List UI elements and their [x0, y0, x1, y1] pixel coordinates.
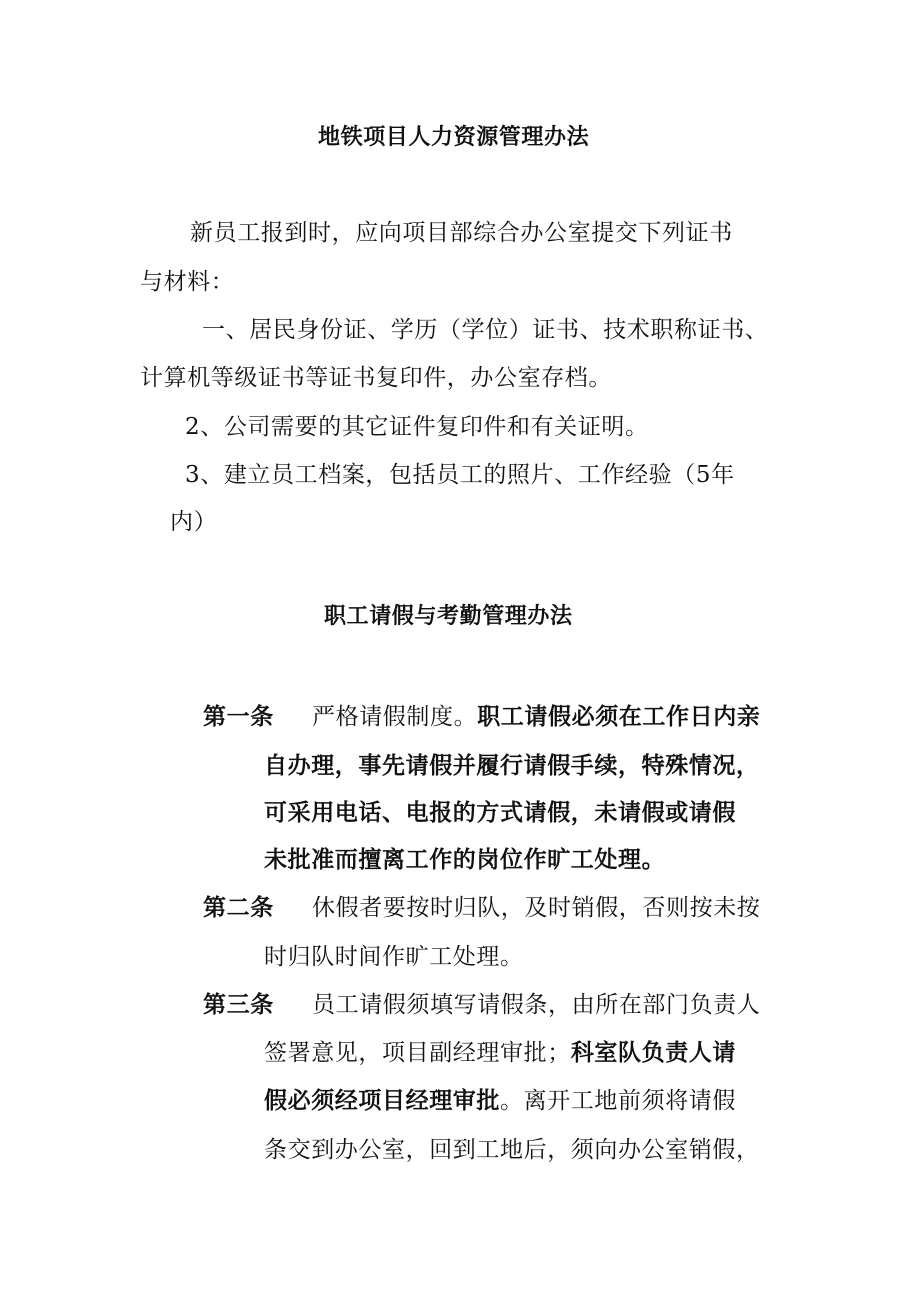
text: 休假者要按时归队，及时销假，否则按未按 — [312, 895, 761, 921]
article-line: 条交到办公室，回到工地后，须向办公室销假， — [264, 1137, 760, 1163]
section-title: 职工请假与考勤管理办法 — [324, 604, 573, 629]
paragraph-line: 与材料： — [140, 269, 235, 295]
article-line: 可采用电话、电报的方式请假，未请假或请假 — [264, 800, 736, 826]
article-label: 第三条 — [203, 992, 274, 1018]
article-line: 未批准而擅离工作的岗位作旷工处理。 — [264, 847, 666, 873]
article-line: 时归队时间作旷工处理。 — [264, 944, 524, 970]
paragraph-line: 新员工报到时，应向项目部综合办公室提交下列证书 — [190, 220, 733, 246]
article-line — [264, 1039, 736, 1067]
text: 。离开工地前须将请假 — [500, 1088, 736, 1114]
text: 严格请假制度。 — [312, 704, 478, 730]
list-item: 计算机等级证书等证书复印件，办公室存档。 — [140, 365, 612, 391]
bold-text: 科室队负责人请 — [570, 1040, 737, 1066]
bold-text: 职工请假必须在工作日内亲 — [477, 704, 761, 730]
article-label: 第一条 — [203, 704, 274, 730]
list-item: 3、建立员工档案，包括员工的照片、工作经验（5年 — [185, 462, 735, 488]
article-label: 第二条 — [203, 895, 274, 921]
bold-text: 假必须经项目经理审批 — [264, 1088, 500, 1114]
list-item: 一、居民身份证、学历（学位）证书、技术职称证书、 — [202, 317, 769, 343]
section-title: 地铁项目人力资源管理办法 — [318, 125, 590, 150]
article-line: 自办理，事先请假并履行请假手续，特殊情况， — [264, 753, 760, 779]
list-item: 内） — [170, 509, 218, 535]
article-line — [264, 1087, 736, 1115]
text: 签署意见，项目副经理审批； — [264, 1040, 571, 1066]
article-line — [203, 894, 760, 922]
article-line — [203, 991, 760, 1019]
list-item: 2、公司需要的其它证件复印件和有关证明。 — [185, 414, 649, 440]
article-line — [203, 703, 760, 731]
text: 员工请假须填写请假条，由所在部门负责人 — [312, 992, 761, 1018]
